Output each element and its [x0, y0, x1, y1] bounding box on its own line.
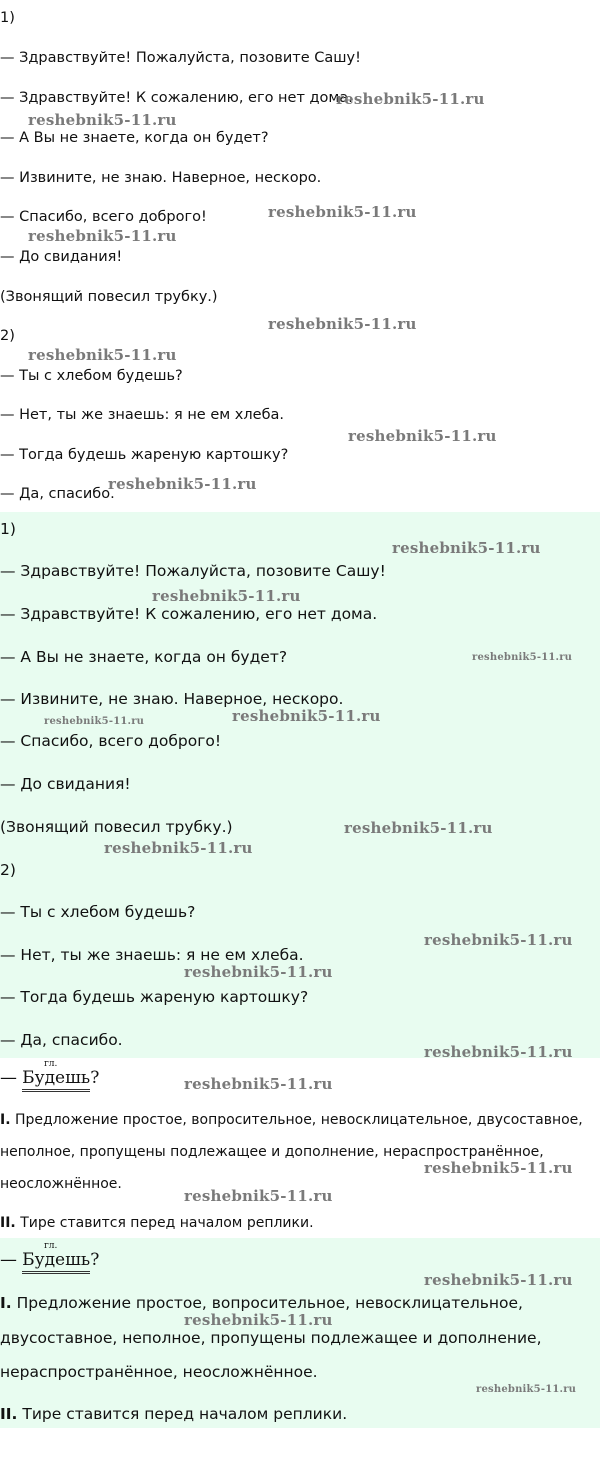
dialogue-line: — Извините, не знаю. Наверное, нескоро. — [0, 170, 322, 186]
dialogue-line: — Нет, ты же знаешь: я не ем хлеба. — [0, 407, 285, 423]
watermark: reshebnik5-11.ru — [424, 1043, 573, 1061]
analysis-line: неосложнённое. — [0, 1176, 122, 1192]
dialogue-line: — Тогда будешь жареную картошку? — [0, 447, 289, 463]
dash: — — [0, 1250, 17, 1270]
analysis-line: нераспространённое, неосложнённое. — [0, 1363, 318, 1381]
dialogue-line: — Ты с хлебом будешь? — [0, 368, 183, 384]
dialogue-line: — До свидания! — [0, 775, 131, 793]
dialogue-line: — Да, спасибо. — [0, 1031, 123, 1049]
dialogue-line: — Спасибо, всего доброго! — [0, 209, 207, 225]
watermark: reshebnik5-11.ru — [152, 587, 301, 605]
task-number: 1) — [0, 520, 16, 538]
watermark: reshebnik5-11.ru — [268, 315, 417, 333]
watermark: reshebnik5-11.ru — [424, 931, 573, 949]
watermark: reshebnik5-11.ru — [108, 475, 257, 493]
watermark: reshebnik5-11.ru — [232, 707, 381, 725]
predicate-word: гл. Будешь — [22, 1250, 90, 1274]
part-of-speech-label: гл. — [44, 1241, 58, 1251]
watermark: reshebnik5-11.ru — [184, 963, 333, 981]
watermark: reshebnik5-11.ru — [184, 1075, 333, 1093]
watermark: reshebnik5-11.ru — [392, 539, 541, 557]
dialogue-line: — Здравствуйте! Пожалуйста, позовите Сашу! — [0, 562, 386, 580]
watermark: reshebnik5-11.ru — [476, 1384, 577, 1395]
dialogue-line: — Здравствуйте! К сожалению, его нет дома. — [0, 605, 378, 623]
parsed-sentence: — гл. Будешь? — [0, 1250, 99, 1274]
watermark: reshebnik5-11.ru — [184, 1187, 333, 1205]
watermark: reshebnik5-11.ru — [424, 1159, 573, 1177]
dash: — — [0, 1068, 17, 1088]
dialogue-line: — Извините, не знаю. Наверное, нескоро. — [0, 690, 344, 708]
task-number: 1) — [0, 10, 15, 26]
watermark: reshebnik5-11.ru — [268, 203, 417, 221]
watermark: reshebnik5-11.ru — [28, 227, 177, 245]
dialogue-line: — Здравствуйте! К сожалению, его нет дома. — [0, 90, 353, 106]
dialogue-line: — Да, спасибо. — [0, 486, 115, 502]
watermark: reshebnik5-11.ru — [104, 839, 253, 857]
watermark: reshebnik5-11.ru — [184, 1311, 333, 1329]
dialogue-line: — А Вы не знаете, когда он будет? — [0, 130, 269, 146]
analysis-line: неполное, пропущены подлежащее и дополнение, нераспространённое, — [0, 1144, 544, 1160]
dialogue-note: (Звонящий повесил трубку.) — [0, 289, 218, 305]
dialogue-line: — Нет, ты же знаешь: я не ем хлеба. — [0, 946, 304, 964]
dialogue-line: — Ты с хлебом будешь? — [0, 903, 196, 921]
watermark: reshebnik5-11.ru — [472, 652, 573, 663]
task-number: 2) — [0, 861, 16, 879]
analysis-point: II. Тире ставится перед началом реплики. — [0, 1405, 348, 1423]
watermark: reshebnik5-11.ru — [28, 111, 177, 129]
watermark: reshebnik5-11.ru — [348, 427, 497, 445]
predicate-word: гл. Будешь — [22, 1068, 90, 1092]
analysis-point: II. Тире ставится перед началом реплики. — [0, 1215, 314, 1231]
analysis-point: I. Предложение простое, вопросительное, невосклицательное, двусоставное, — [0, 1112, 583, 1128]
analysis-line: двусоставное, неполное, пропущены подлежащее и дополнение, — [0, 1329, 542, 1347]
analysis-point: I. Предложение простое, вопросительное, невосклицательное, — [0, 1294, 523, 1312]
parsed-sentence: — гл. Будешь? — [0, 1068, 99, 1092]
watermark: reshebnik5-11.ru — [44, 716, 145, 727]
dialogue-note: (Звонящий повесил трубку.) — [0, 818, 233, 836]
part-of-speech-label: гл. — [44, 1059, 58, 1069]
task-number: 2) — [0, 328, 15, 344]
watermark: reshebnik5-11.ru — [424, 1271, 573, 1289]
watermark: reshebnik5-11.ru — [28, 346, 177, 364]
dialogue-line: — А Вы не знаете, когда он будет? — [0, 648, 288, 666]
watermark: reshebnik5-11.ru — [344, 819, 493, 837]
dialogue-line: — Спасибо, всего доброго! — [0, 732, 222, 750]
dialogue-line: — Тогда будешь жареную картошку? — [0, 988, 309, 1006]
watermark: reshebnik5-11.ru — [336, 90, 485, 108]
analysis-section-highlighted — [0, 1238, 600, 1428]
exercise-section-plain — [0, 0, 600, 510]
dialogue-line: — Здравствуйте! Пожалуйста, позовите Сашу! — [0, 50, 361, 66]
dialogue-line: — До свидания! — [0, 249, 123, 265]
